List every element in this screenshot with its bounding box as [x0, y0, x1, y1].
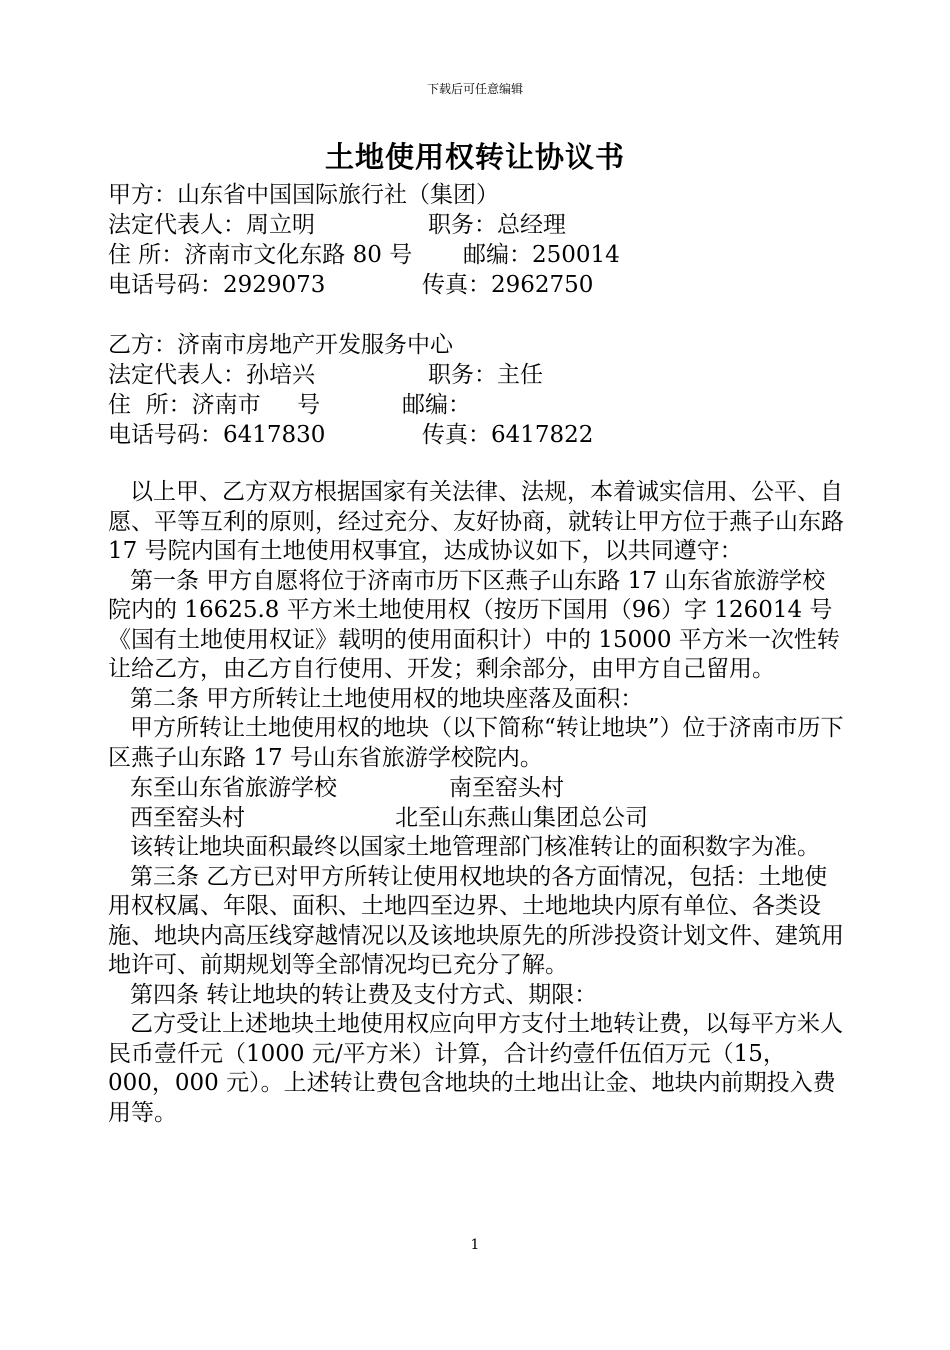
bound-south: 南至窑头村 [449, 775, 564, 801]
party-a-address: 住 所：济南市文化东路 80 号 [108, 242, 413, 268]
party-a-rep: 法定代表人：周立明 [108, 212, 315, 238]
party-b-address: 住 所：济南市 号 [108, 392, 321, 418]
party-b-postcode: 邮编： [402, 392, 471, 418]
document-body [108, 180, 848, 1128]
article-2-heading: 第二条 甲方所转让土地使用权的地块座落及面积： [130, 685, 644, 712]
area-note: 该转让地块面积最终以国家土地管理部门核准转让的面积数字为准。 [130, 834, 820, 860]
party-b-name: 乙方：济南市房地产开发服务中心 [108, 332, 453, 358]
page-number: 1 [470, 1237, 480, 1253]
party-b-phone: 电话号码：6417830 [108, 422, 326, 448]
page-header: 下载后可任意编辑 [426, 82, 523, 96]
party-b-phone-row [108, 420, 848, 450]
party-b-rep: 法定代表人：孙培兴 [108, 362, 315, 388]
party-a-rep-row [108, 210, 848, 240]
party-a-postcode: 邮编：250014 [463, 242, 620, 268]
article-1: 第一条 甲方自愿将位于济南市历下区燕子山东路 17 山东省旅游学校院内的 16625.8 平方米土地使用权（按历下国用（96）字 126014 号《国有土地使用权证》载明的使用面积计）中的 15000 平方米一次性转让给乙方，由乙方自行使用、开发；剩余部分，由甲方自己留用。 [108, 567, 840, 682]
party-b-rep-row [108, 360, 848, 390]
article-4-heading: 第四条 转让地块的转让费及支付方式、期限： [130, 981, 598, 1008]
intro-paragraph: 以上甲、乙方双方根据国家有关法律、法规，本着诚实信用、公平、自愿、平等互利的原则，经过充分、友好协商，就转让甲方位于燕子山东路 17 号院内国有土地使用权事宜，达成协议如下，以共同遵守： [108, 479, 844, 564]
party-a-name: 甲方：山东省中国国际旅行社（集团） [108, 182, 499, 208]
party-a-address-row [108, 240, 848, 270]
article-4-body: 乙方受让上述地块土地使用权应向甲方支付土地转让费，以每平方米人民币壹仟元（1000 元/平方米）计算，合计约壹仟伍佰万元（15，000，000 元）。上述转让费包含地块的土地出让金、地块内前期投入费用等。 [108, 1011, 843, 1126]
party-b-position: 职务：主任 [428, 362, 543, 388]
document-title: 土地使用权转让协议书 [324, 140, 625, 174]
bound-west: 西至窑头村 [130, 805, 245, 831]
party-b-fax: 传真：6417822 [422, 422, 594, 448]
article-3: 第三条 乙方已对甲方所转让使用权地块的各方面情况，包括：土地使用权权属、年限、面积、土地四至边界、土地地块内原有单位、各类设施、地块内高压线穿越情况以及该地块原先的所涉投资计划文件、建筑用地许可、前期规划等全部情况均已充分了解。 [108, 863, 844, 978]
party-b-address-row [108, 390, 848, 420]
bounds-row-2 [108, 803, 848, 833]
party-a-phone-row [108, 270, 848, 300]
party-a-fax: 传真：2962750 [422, 272, 594, 298]
party-a-position: 职务：总经理 [428, 212, 566, 238]
bound-east: 东至山东省旅游学校 [130, 775, 337, 801]
party-a-phone: 电话号码：2929073 [108, 272, 326, 298]
bound-north: 北至山东燕山集团总公司 [395, 805, 648, 831]
bounds-row-1 [108, 773, 848, 803]
article-2-body: 甲方所转让土地使用权的地块（以下简称“转让地块”）位于济南市历下区燕子山东路 17 号山东省旅游学校院内。 [108, 715, 844, 771]
